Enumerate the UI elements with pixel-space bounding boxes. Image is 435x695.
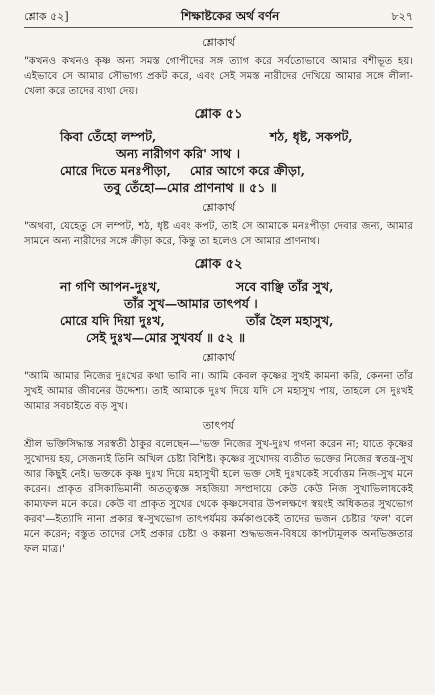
running-header: [24, 8, 413, 24]
translation-text-51: "অথবা, যেহেতু সে লম্পট, শঠ, ধৃষ্ট এবং কপট, তাই সে আমাকে মনঃপীড়া দেবার জন্য, আমার সামনে অন্য নারীদের সঙ্গে ক্রীড়া করে, কিন্তু তা হলেও সে আমার প্রাণনাথ।: [24, 221, 413, 247]
verse-51-line-3b: মোর আগে করে ক্রীড়া,: [190, 163, 305, 178]
verse-line: [24, 179, 413, 196]
verse-52-line-4: সেই দুঃখ—মোর সুখবর্য ॥ ৫২ ॥: [86, 330, 246, 345]
verse-51-number: শ্লোক ৫১: [194, 107, 243, 122]
verse-52-line-2: তাঁর সুখ—আমার তাৎপর্য ।: [124, 296, 258, 311]
verse-51-line-1a: কিবা তেঁহো লম্পট,: [60, 129, 157, 144]
verse-line: [24, 162, 413, 179]
verse-line: [24, 278, 413, 295]
header-verse-ref: শ্লোক ৫২]: [24, 10, 69, 23]
verse-51-line-2: অন্য নারীগণ করি' সাথ ।: [116, 146, 241, 161]
verse-line: [24, 295, 413, 312]
verse-52-line-3b: তাঁর হৈল মহাসুখ,: [246, 313, 334, 328]
translation-text-top: "কখনও কখনও কৃষ্ণ অন্য সমস্ত গোপীদের সঙ্গ ত্যাগ করে সর্বতোভাবে আমার বশীভূত হয়। এইভাবে সে আমার সৌভাগ্য প্রকট করে, এবং সেই সমস্ত নারীদের দেখিয়ে আমার সঙ্গে লীলা-খেলা করে তাদের ব্যথা দেয়।: [24, 56, 413, 97]
verse-line: [24, 128, 413, 145]
translation-label-top: শ্লোকার্থ: [202, 36, 235, 49]
purport-text: শ্রীল ভক্তিসিদ্ধান্ত সরস্বতী ঠাকুর বলেছেন—'ভক্ত নিজের সুখ-দুঃখ গণনা করেন না; যাতে কৃষ্ণের সুখোদয় হয়, সেজন্যই তিনি অখিল চেষ্টা বিশিষ্ট। কৃষ্ণের সুখোদয় ব্যতীত ভক্তের নিজের স্বতন্ত্র-সুখ আর কিছুই নেই। ভক্তকে কৃষ্ণ দুঃখ দিয়ে মহাসুখী হলে ভক্ত সেই দুঃখকেই সর্বোত্তম নিজ-সুখ মনে করেন। প্রাকৃত রসিকাভিমানী অতত্ত্বজ্ঞ সহজিয়া সম্প্রদায়ে কেউ কেউ নিজ সুখাভিলাষকেই কাম্যফল মনে করে। কেউ বা প্রাকৃত সুখের থেকে কৃষ্ণসেবার উপলক্ষণে স্বয়ংই অধিকতর সুখভোগ করব'—ইত্যাদি নানা প্রকার স্ব-সুখভোগ তাৎপর্যময় কর্মকাণ্ডকেই তাদের ভজন চেষ্টার 'ফল' বলে মনে করেন; বস্তুত তাদের সেই প্রকার চেষ্টা ও কল্পনা শুদ্ধভজন-বিষয়ে কাপট্যমূলক অনভিজ্ঞতার ফল মাত্র।': [24, 439, 413, 555]
translation-label-52: শ্লোকার্থ: [202, 351, 235, 364]
verse-line: [24, 145, 413, 162]
translation-text-52: "আমি আমার নিজের দুঃখের কথা ভাবি না। আমি কেবল কৃষ্ণের সুখই কামনা করি, কেননা তাঁর সুখই আমার জীবনের উদ্দেশ্য। তাই আমাকে দুঃখ দিয়ে যদি সে মহাসুখ পায়, তাহলে সে দুঃখই আমার সবচাইতে বড় সুখ।: [24, 371, 413, 412]
verse-51-line-4: তবু তেঁহো—মোর প্রাণনাথ ॥ ৫১ ॥: [104, 180, 277, 195]
verse-52-line-1a: না গণি আপন-দুঃখ,: [60, 279, 161, 294]
header-title: শিক্ষাষ্টকের অর্থ বর্ণন: [180, 9, 280, 23]
page-number: ৮২৭: [391, 10, 413, 23]
translation-label-51: শ্লোকার্থ: [202, 201, 235, 214]
purport-label: তাৎপর্য: [202, 419, 235, 432]
verse-line: [24, 329, 413, 346]
verse-52-number: শ্লোক ৫২: [194, 257, 243, 272]
verse-51-line-1b: শঠ, ধৃষ্ট, সকপট,: [270, 129, 353, 144]
verse-52: [24, 278, 413, 346]
verse-52-line-1b: সবে বাঞ্ছি তাঁর সুখ,: [236, 279, 334, 294]
verse-line: [24, 312, 413, 329]
verse-52-line-3a: মোরে যদি দিয়া দুঃখ,: [60, 313, 165, 328]
verse-51: [24, 128, 413, 196]
verse-51-line-3a: মোরে দিতে মনঃপীড়া,: [60, 163, 171, 178]
